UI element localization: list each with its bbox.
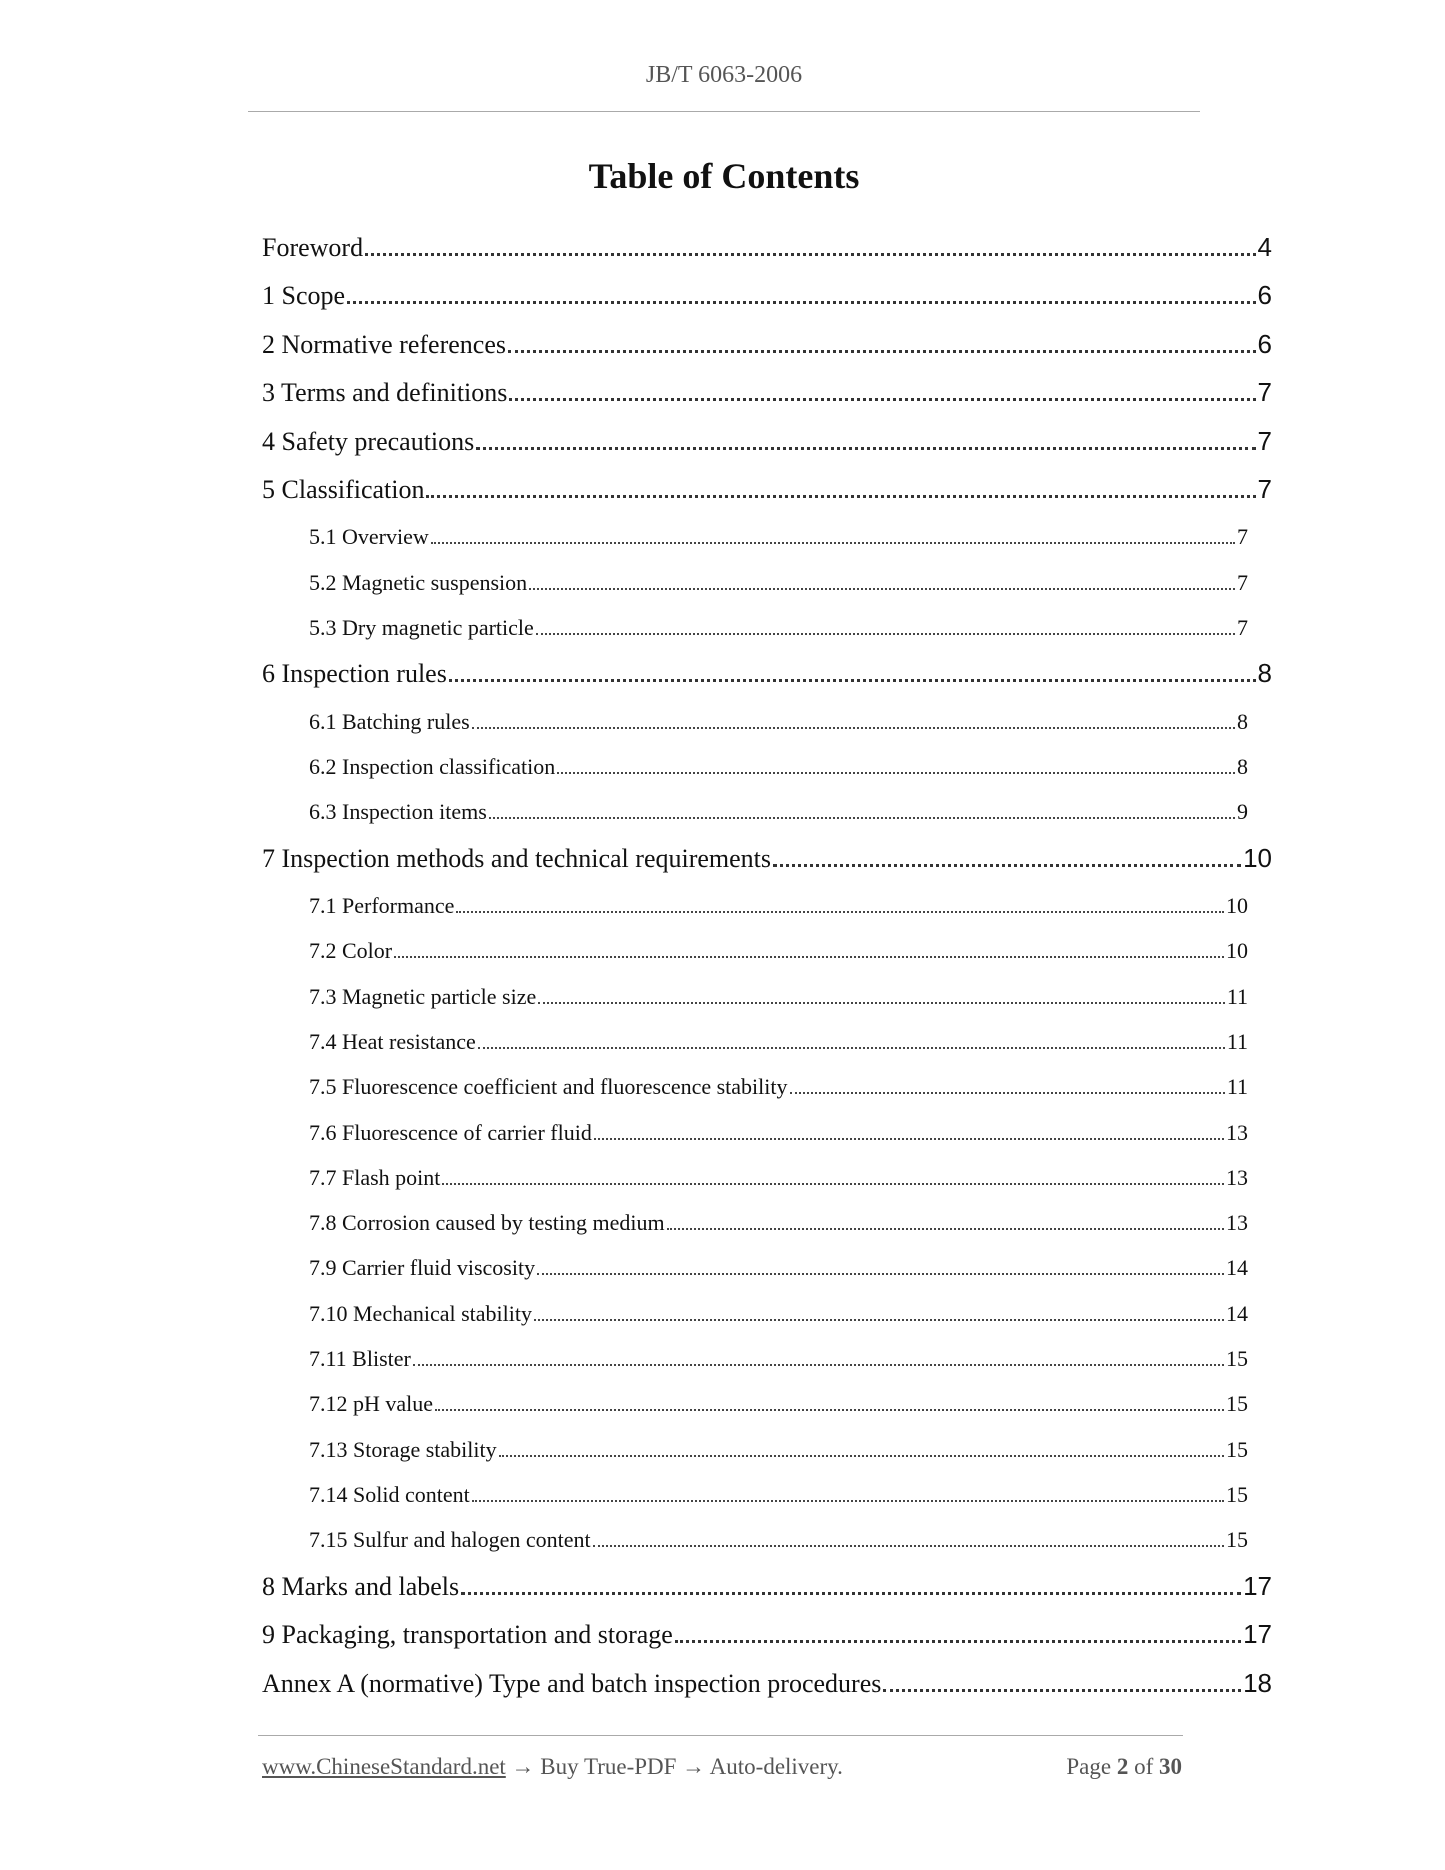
toc-entry[interactable] [262,1335,1272,1380]
toc-entry[interactable] [262,604,1272,649]
toc-entry[interactable] [262,368,1272,417]
toc-entry[interactable] [262,1380,1272,1425]
toc-entry-label: 6 Inspection rules [262,659,447,689]
toc-entry-page: 7 [1257,474,1272,504]
toc-entry-label: 9 Packaging, transportation and storage [262,1620,673,1650]
toc-entry-page: 11 [1226,1028,1248,1054]
toc-entry-page: 13 [1226,1119,1248,1145]
toc-entry-page: 7 [1237,524,1248,550]
toc-entry-page: 15 [1226,1391,1248,1417]
toc-entry-label: 7.1 Performance [309,893,455,919]
toc-entry-label: 1 Scope [262,281,346,310]
toc-entry-label: 7.5 Fluorescence coefficient and fluorescence stability [309,1074,788,1100]
toc-entry-page: 7 [1237,569,1248,595]
toc-entry[interactable] [262,743,1272,788]
toc-entry[interactable] [262,833,1272,882]
toc-dot-leader [883,1689,1241,1692]
toc-entry[interactable] [262,1471,1272,1516]
toc-entry-label: 7.8 Corrosion caused by testing medium [309,1210,665,1236]
toc-entry-page: 13 [1226,1210,1248,1236]
toc-entry-page: 14 [1226,1300,1248,1326]
page-indicator [1066,1754,1182,1780]
toc-entry-label: Foreword [262,232,364,262]
toc-entry[interactable] [262,649,1272,698]
toc-entry[interactable] [262,882,1272,927]
toc-entry[interactable] [262,1561,1272,1610]
toc-entry[interactable] [262,972,1272,1017]
toc-dot-leader [413,1364,1224,1366]
toc-entry-page: 8 [1257,658,1272,689]
toc-entry-page: 9 [1237,799,1248,825]
toc-entry[interactable] [262,416,1272,465]
header-divider [248,111,1200,112]
toc-dot-leader [790,1092,1225,1094]
toc-entry-page: 7 [1257,377,1272,407]
toc-dot-leader [431,542,1235,544]
website-link[interactable]: www.ChineseStandard.net [262,1754,506,1779]
toc-entry-label: 7 Inspection methods and technical requirements [262,843,772,873]
toc-entry[interactable] [262,1154,1272,1199]
toc-entry-page: 10 [1243,842,1272,873]
toc-dot-leader [442,1183,1224,1185]
toc-dot-leader [675,1640,1241,1643]
toc-entry[interactable] [262,513,1272,558]
page-of: of [1128,1754,1159,1779]
toc-entry-label: 7.11 Blister [309,1346,411,1372]
toc-entry-page: 8 [1237,708,1248,734]
footer-divider [258,1735,1183,1736]
toc-dot-leader [536,633,1235,635]
toc-dot-leader [557,772,1235,774]
toc-entry-label: 7.6 Fluorescence of carrier fluid [309,1119,592,1145]
toc-entry[interactable] [262,697,1272,742]
toc-entry-page: 15 [1226,1436,1248,1462]
toc-entry-page: 8 [1237,753,1248,779]
toc-entry[interactable] [262,1199,1272,1244]
toc-entry-page: 17 [1243,1570,1272,1601]
toc-entry-page: 17 [1243,1619,1272,1650]
toc-entry[interactable] [262,1018,1272,1063]
toc-dot-leader [461,1592,1241,1595]
toc-entry-label: Annex A (normative) Type and batch inspection procedures [262,1668,882,1698]
toc-dot-leader [476,447,1255,450]
toc-entry-label: 7.14 Solid content [309,1481,470,1507]
toc-entry-page: 11 [1226,983,1248,1009]
toc-entry-page: 11 [1226,1074,1248,1100]
toc-entry-page: 6 [1257,328,1272,359]
toc-entry[interactable] [262,1289,1272,1334]
toc-entry-page: 4 [1257,231,1272,262]
toc-entry[interactable] [262,927,1272,972]
toc-entry-label: 6.3 Inspection items [309,799,487,825]
toc-entry-label: 7.4 Heat resistance [309,1028,476,1054]
table-of-contents [262,222,1272,1707]
toc-dot-leader [394,956,1224,958]
toc-entry-page: 14 [1226,1255,1248,1281]
toc-entry-label: 7.3 Magnetic particle size [309,983,537,1009]
toc-entry-page: 10 [1226,893,1248,919]
toc-entry-label: 6.2 Inspection classification [309,753,556,779]
toc-entry-label: 4 Safety precautions [262,426,475,456]
toc-dot-leader [499,1455,1224,1457]
total-page-number: 30 [1159,1754,1182,1779]
toc-dot-leader [478,1047,1225,1049]
toc-entry-label: 7.7 Flash point [309,1164,441,1190]
toc-entry[interactable] [262,1516,1272,1561]
toc-entry-label: 3 Terms and definitions [262,378,508,407]
toc-entry-label: 5.1 Overview [309,524,429,550]
footer-promo [262,1754,843,1780]
page-title: Table of Contents [588,156,860,196]
toc-entry-label: 5.3 Dry magnetic particle [309,614,534,640]
toc-dot-leader [667,1228,1224,1230]
toc-dot-leader [426,495,1255,498]
current-page-number: 2 [1116,1754,1129,1779]
toc-entry-page: 13 [1226,1164,1248,1190]
toc-entry[interactable] [262,558,1272,603]
promo-text: → Buy True-PDF → Auto-delivery. [505,1754,843,1779]
toc-entry-page: 10 [1226,938,1248,964]
toc-entry-page: 7 [1257,425,1272,456]
toc-entry-label: 7.10 Mechanical stability [309,1300,532,1326]
toc-entry-page: 6 [1257,280,1272,310]
toc-dot-leader [529,588,1235,590]
toc-entry-label: 6.1 Batching rules [309,708,470,734]
toc-dot-leader [594,1138,1224,1140]
toc-entry-page: 7 [1237,614,1248,640]
toc-entry-label: 2 Normative references [262,329,506,359]
toc-dot-leader [456,911,1224,913]
toc-entry[interactable] [262,1108,1272,1153]
toc-dot-leader [365,253,1255,256]
toc-entry-label: 7.12 pH value [309,1391,434,1417]
toc-dot-leader [472,1500,1224,1502]
toc-dot-leader [773,864,1241,867]
toc-entry-label: 7.9 Carrier fluid viscosity [309,1255,536,1281]
toc-entry[interactable] [262,222,1272,271]
toc-entry-label: 7.15 Sulfur and halogen content [309,1527,591,1553]
toc-entry-label: 7.13 Storage stability [309,1436,497,1462]
toc-entry[interactable] [262,465,1272,514]
toc-entry[interactable] [262,1610,1272,1659]
document-code-header: JB/T 6063-2006 [645,62,803,88]
toc-entry-page: 15 [1226,1346,1248,1372]
toc-entry[interactable] [262,788,1272,833]
page-prefix: Page [1066,1754,1117,1779]
toc-entry-page: 15 [1226,1481,1248,1507]
toc-dot-leader [449,679,1256,682]
toc-entry[interactable] [262,1658,1272,1707]
toc-entry[interactable] [262,1244,1272,1289]
toc-entry-label: 8 Marks and labels [262,1571,460,1601]
toc-dot-leader [435,1409,1224,1411]
toc-entry[interactable] [262,319,1272,368]
toc-dot-leader [508,350,1256,353]
toc-dot-leader [537,1273,1224,1275]
toc-dot-leader [538,1002,1225,1004]
toc-entry[interactable] [262,1425,1272,1470]
toc-entry-label: 7.2 Color [309,938,393,964]
toc-entry[interactable] [262,271,1272,320]
toc-entry-label: 5.2 Magnetic suspension [309,569,528,595]
toc-dot-leader [534,1319,1224,1321]
toc-dot-leader [489,817,1235,819]
toc-entry[interactable] [262,1063,1272,1108]
toc-entry-page: 15 [1226,1527,1248,1553]
toc-entry-label: 5 Classification [262,475,425,504]
toc-dot-leader [472,727,1235,729]
toc-dot-leader [347,301,1255,304]
toc-dot-leader [509,398,1255,401]
page-footer [262,1754,1182,1780]
toc-entry-page: 18 [1243,1667,1272,1698]
toc-dot-leader [593,1545,1224,1547]
